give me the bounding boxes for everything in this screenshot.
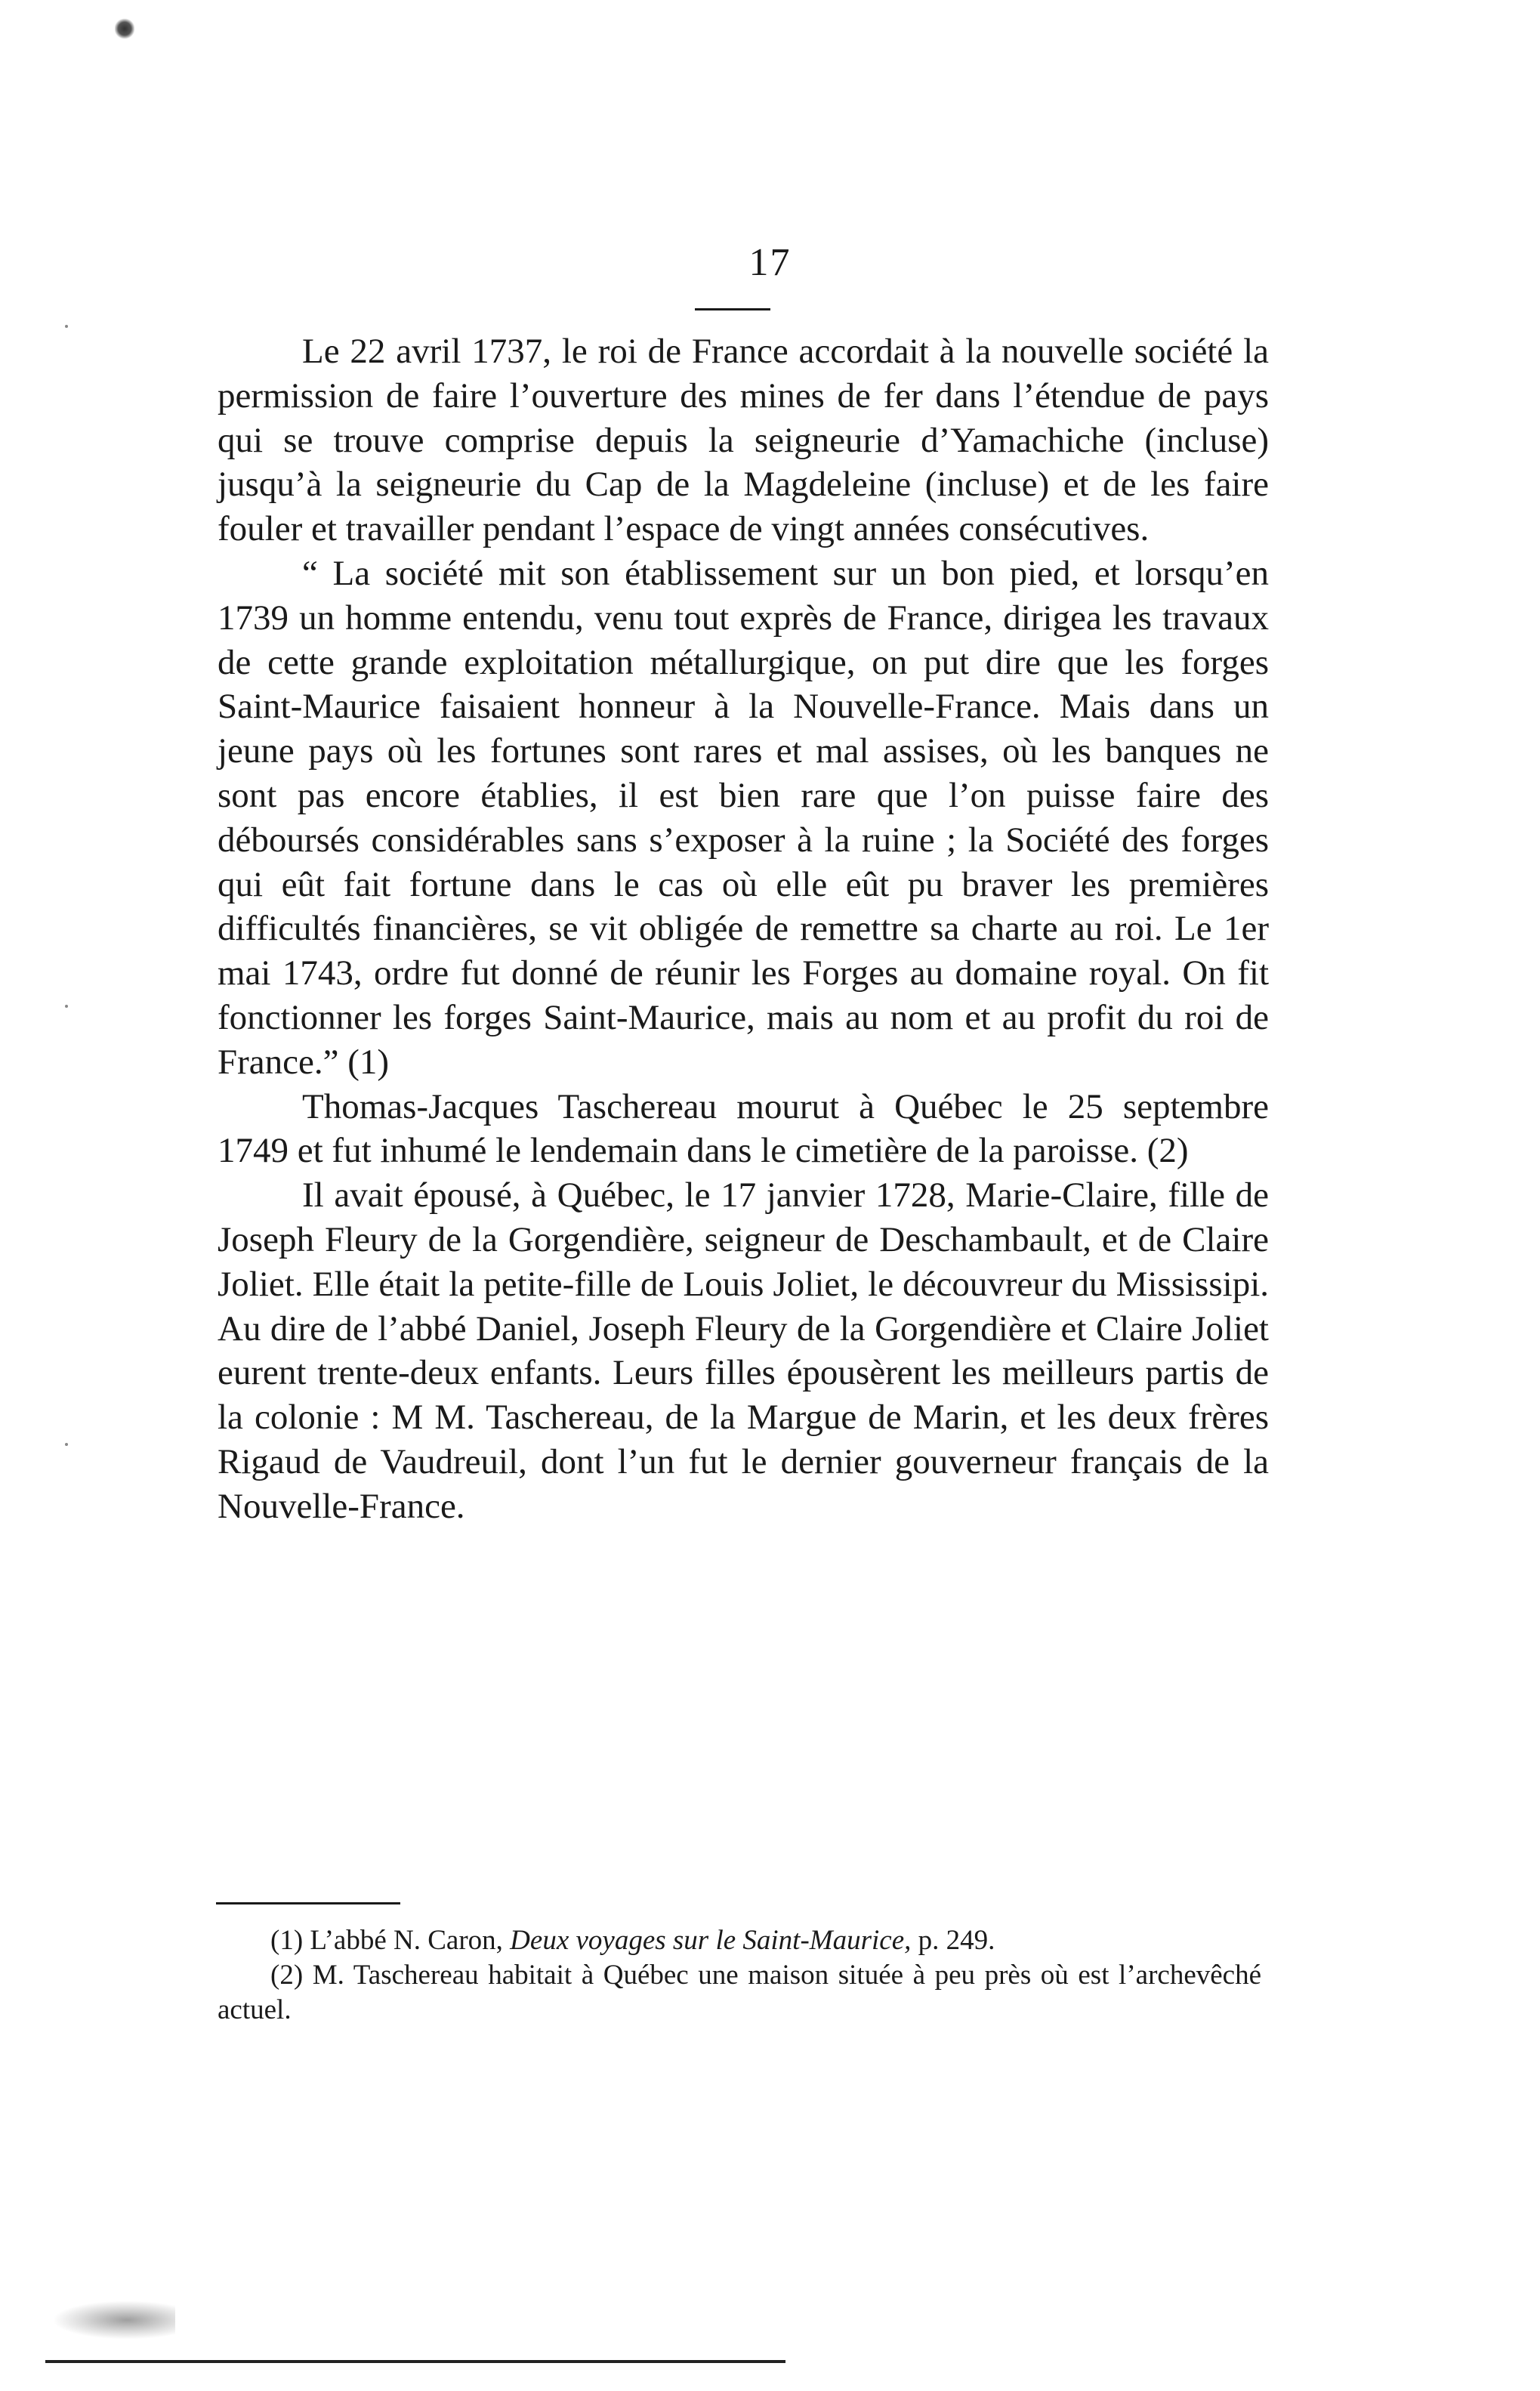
scan-edge-line: [755, 2360, 773, 2362]
footnotes: [218, 1923, 1261, 2028]
scan-dot: [65, 1005, 68, 1008]
footnote: [218, 1923, 1261, 1958]
footnote-marker: (1): [270, 1925, 304, 1956]
scan-smudge-top: [115, 18, 134, 39]
paragraph: Il avait épousé, à Québec, le 17 janvier 1728, Marie-Claire, fille de Joseph Fleury de la Gorgendière, seigneur de Deschambault, et de Claire Joliet. Elle était la petite-fille de Louis Joliet, le découvreur du Mississipi. Au dire de l’abbé Daniel, Joseph Fleury de la Gorgendière et Claire Joliet eurent trente-deux enfants. Leurs filles épousèrent les meilleurs partis de la colonie : M M. Taschereau, de la Margue de Marin, et les deux frères Rigaud de Vaudreuil, dont l’un fut le dernier gouverneur français de la Nouvelle-France.: [218, 1175, 1269, 1526]
scan-dot: [65, 1443, 68, 1446]
page-number-rule: [695, 308, 770, 310]
footnote-author: L’abbé N. Caron,: [310, 1925, 503, 1956]
footnote-rule: [216, 1902, 400, 1904]
scan-dot: [65, 325, 68, 328]
paragraph: Thomas-Jacques Taschereau mourut à Québec le 25 septembre 1749 et fut inhumé le lendemain dans le cimetière de la paroisse. (2): [218, 1086, 1269, 1171]
footnote-title: Deux voyages sur le Saint-Maurice,: [510, 1925, 912, 1956]
paragraph: Le 22 avril 1737, le roi de France accordait à la nouvelle société la permission de faire l’ouverture des mines de fer dans l’étendue de pays qui se trouve comprise depuis la seigneurie d’Yamachiche (incluse) jusqu’à la seigneurie du Cap de la Magdeleine (incluse) et de les faire fouler et travailler pendant l’espace de vingt années consécutives.: [218, 332, 1269, 549]
footnote-marker: (2): [270, 1960, 304, 1991]
footnote-page: p. 249.: [918, 1925, 995, 1956]
page-number: 17: [748, 241, 792, 284]
footnote: [218, 1958, 1261, 2028]
footnote-text: M. Taschereau habitait à Québec une maison située à peu près où est l’archevêché actuel.: [218, 1960, 1262, 2025]
scan-edge-line: [45, 2360, 785, 2363]
scan-smudge-bottom: [54, 2301, 175, 2339]
body-text: [218, 329, 1269, 1529]
paragraph: “ La société mit son établissement sur un bon pied, et lorsqu’en 1739 un homme entendu, venu tout exprès de France, dirigea les travaux de cette grande exploitation métallurgique, on put dire que les forges Saint-Maurice faisaient honneur à la Nouvelle-France. Mais dans un jeune pays où les fortunes sont rares et mal assises, où les banques ne sont pas encore établies, il est bien rare que l’on puisse faire des déboursés considérables sans s’exposer à la ruine ; la Société des forges qui eût fait fortune dans le cas où elle eût pu braver les premières difficultés financières, se vit obligée de remettre sa charte au roi. Le 1er mai 1743, ordre fut donné de réunir les Forges au domaine royal. On fit fonctionner les forges Saint-Maurice, mais au nom et au profit du roi de France.” (1): [218, 553, 1269, 1082]
